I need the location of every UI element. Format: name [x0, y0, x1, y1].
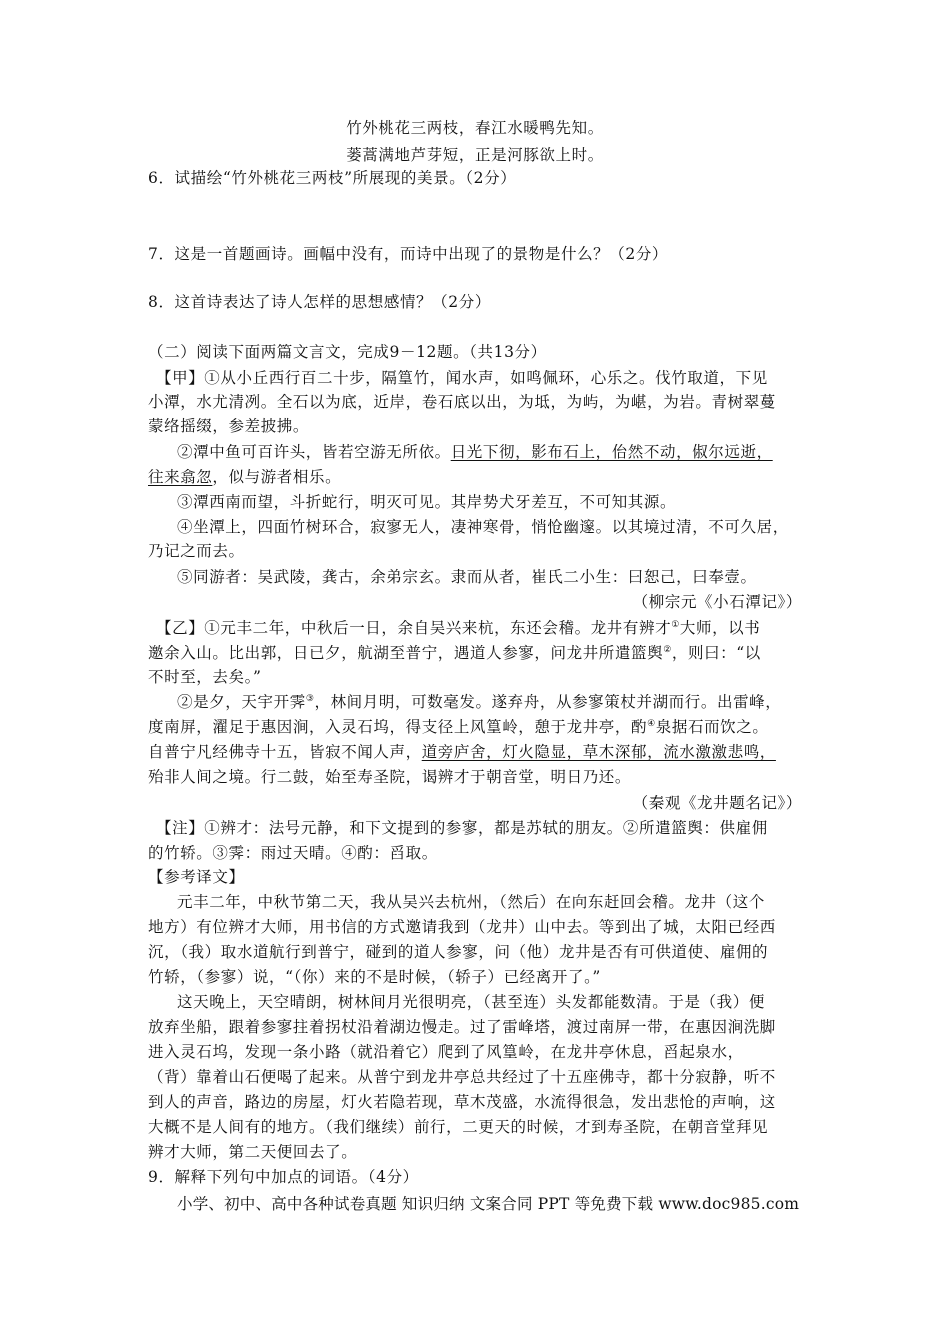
footer-text: 小学、初中、高中各种试卷真题 知识归纳 文案合同 PPT 等免费下载 www.doc985.com	[177, 1195, 800, 1213]
yi-p2-text: 泉据石而饮之。	[655, 718, 769, 736]
jia-p2-text: ②潭中鱼可百许头，皆若空游无所依。	[177, 443, 451, 461]
question-9: 9．解释下列句中加点的词语。（4分）	[148, 1168, 419, 1186]
notes-line2: 的竹轿。③霁：雨过天晴。④酌：舀取。	[148, 844, 438, 862]
yi-p1-line3: 不时至，去矣。”	[148, 668, 262, 686]
jia-source: （柳宗元《小石潭记》）	[632, 593, 802, 611]
yi-p2-text: 度南屏，濯足于惠因涧，入灵石坞，得支径上风篁岭，憩于龙井亭，酌	[148, 718, 648, 736]
poem-line-2: 蒌蒿满地芦芽短，正是河豚欲上时。	[346, 146, 604, 164]
underlined-sentence-cont: 往来翕忽	[148, 468, 213, 486]
translation-p1-line1: 元丰二年，中秋节第二天，我从吴兴去杭州，（然后）在向东赶回会稽。龙井（这个	[177, 893, 765, 911]
translation-heading: 【参考译文】	[148, 868, 245, 886]
yi-p2-text: ，林间月明，可数毫发。遂弃舟，从参寥策杖并湖而行。出雷峰，	[314, 693, 782, 711]
jia-p3: ③潭西南而望，斗折蛇行，明灭可见。其岸势犬牙差互，不可知其源。	[177, 493, 677, 511]
translation-p2-line4: （背）靠着山石便喝了起来。从普宁到龙井亭总共经过了十五座佛寺，都十分寂静，听不	[148, 1068, 776, 1086]
jia-p2-line1	[177, 441, 773, 463]
jia-p4-line1: ④坐潭上，四面竹树环合，寂寥无人，凄神寒骨，悄怆幽邃。以其境过清，不可久居，	[177, 518, 789, 536]
translation-p2-line6: 大概不是人间有的地方。（我们继续）前行，二更天的时候，才到寿圣院，在朝音堂拜见	[148, 1118, 769, 1136]
underlined-sentence: 道旁庐舍，灯火隐显，草木深郁，流水激激悲鸣，	[421, 743, 776, 761]
poem-line-1: 竹外桃花三两枝，春江水暖鸭先知。	[346, 119, 604, 137]
translation-p2-line7: 辨才大师，第二天便回去了。	[148, 1143, 358, 1161]
jia-p1-line2: 小潭，水尤清冽。全石以为底，近岸，卷石底以出，为坻，为屿，为嵁，为岩。青树翠蔓	[148, 393, 776, 411]
yi-source: （秦观《龙井题名记》）	[632, 794, 802, 812]
yi-p2-line3	[148, 741, 776, 763]
yi-p2-line2	[148, 716, 768, 738]
jia-p2-text-cont: ，似与游者相乐。	[212, 468, 342, 486]
translation-p2-line3: 进入灵石坞，发现一条小路（就沿着它）爬到了风篁岭，在龙井亭休息，舀起泉水，	[148, 1043, 744, 1061]
translation-p2-line1: 这天晚上，天空晴朗，树林间月光很明亮，（甚至连）头发都能数清。于是（我）便	[177, 993, 765, 1011]
note-marker: ③	[305, 693, 315, 704]
question-6: 6．试描绘“竹外桃花三两枝”所展现的美景。（2分）	[148, 169, 517, 187]
yi-p1-text: 邀余入山。比出郭，日已夕，航湖至普宁，遇道人参寥，问龙井所遣篮舆	[148, 644, 664, 662]
section-2-heading: （二）阅读下面两篇文言文，完成9－12题。（共13分）	[148, 343, 547, 361]
yi-p2-text: 自普宁凡经佛寺十五，皆寂不闻人声，	[148, 743, 422, 761]
jia-p1-line1: 【甲】①从小丘西行百二十步，隔篁竹，闻水声，如鸣佩环，心乐之。伐竹取道，下见	[156, 369, 768, 387]
note-marker: ①	[671, 619, 680, 630]
translation-p1-line3: 沉，（我）取水道航行到普宁，碰到的道人参寥，问（他）龙井是否有可供道使、雇佣的	[148, 943, 769, 961]
yi-p1-text: 大师，以书	[679, 619, 761, 637]
question-8: 8．这首诗表达了诗人怎样的思想感情？（2分）	[148, 293, 491, 311]
translation-p1-line2: 地方）有位辨才大师，用书信的方式邀请我到（龙井）山中去。等到出了城，太阳已经西	[148, 918, 776, 936]
translation-p2-line5: 到人的声音，路边的房屋，灯火若隐若现，草木茂盛，水流得很急，发出悲怆的声响，这	[148, 1093, 776, 1111]
question-7: 7．这是一首题画诗。画幅中没有，而诗中出现了的景物是什么？（2分）	[148, 245, 669, 263]
yi-p1-line1	[156, 617, 760, 639]
yi-p2-line4: 殆非人间之境。行二鼓，始至寿圣院，谒辨才于朝音堂，明日乃还。	[148, 768, 632, 786]
note-marker: ②	[663, 644, 672, 655]
jia-p2-line2	[148, 466, 341, 488]
underlined-sentence: 日光下彻，影布石上，佁然不动，俶尔远逝，	[450, 443, 773, 461]
yi-p2-text: ②是夕，天宇开霁	[177, 693, 306, 711]
yi-p1-text: 【乙】①元丰二年，中秋后一日，余自吴兴来杭，东还会稽。龙井有辨才	[156, 619, 672, 637]
notes-line1: 【注】①辨才：法号元静，和下文提到的参寥，都是苏轼的朋友。②所遣篮舆：供雇佣	[156, 819, 768, 837]
translation-p1-line4: 竹轿，（参寥）说，“（你）来的不是时候，（轿子）已经离开了。”	[148, 968, 601, 986]
jia-p4-line2: 乃记之而去。	[148, 542, 245, 560]
yi-p1-text: ，则曰：“以	[671, 644, 761, 662]
yi-p1-line2	[148, 642, 761, 664]
jia-p5: ⑤同游者：吴武陵，龚古，余弟宗玄。隶而从者，崔氏二小生：曰恕己，曰奉壹。	[177, 568, 757, 586]
note-marker: ④	[647, 718, 656, 729]
yi-p2-line1	[177, 691, 781, 713]
translation-p2-line2: 放弃坐船，跟着参寥拄着拐杖沿着湖边慢走。过了雷峰塔，渡过南屏一带，在惠因涧洗脚	[148, 1018, 776, 1036]
jia-p1-line3: 蒙络摇缀，参差披拂。	[148, 417, 310, 435]
